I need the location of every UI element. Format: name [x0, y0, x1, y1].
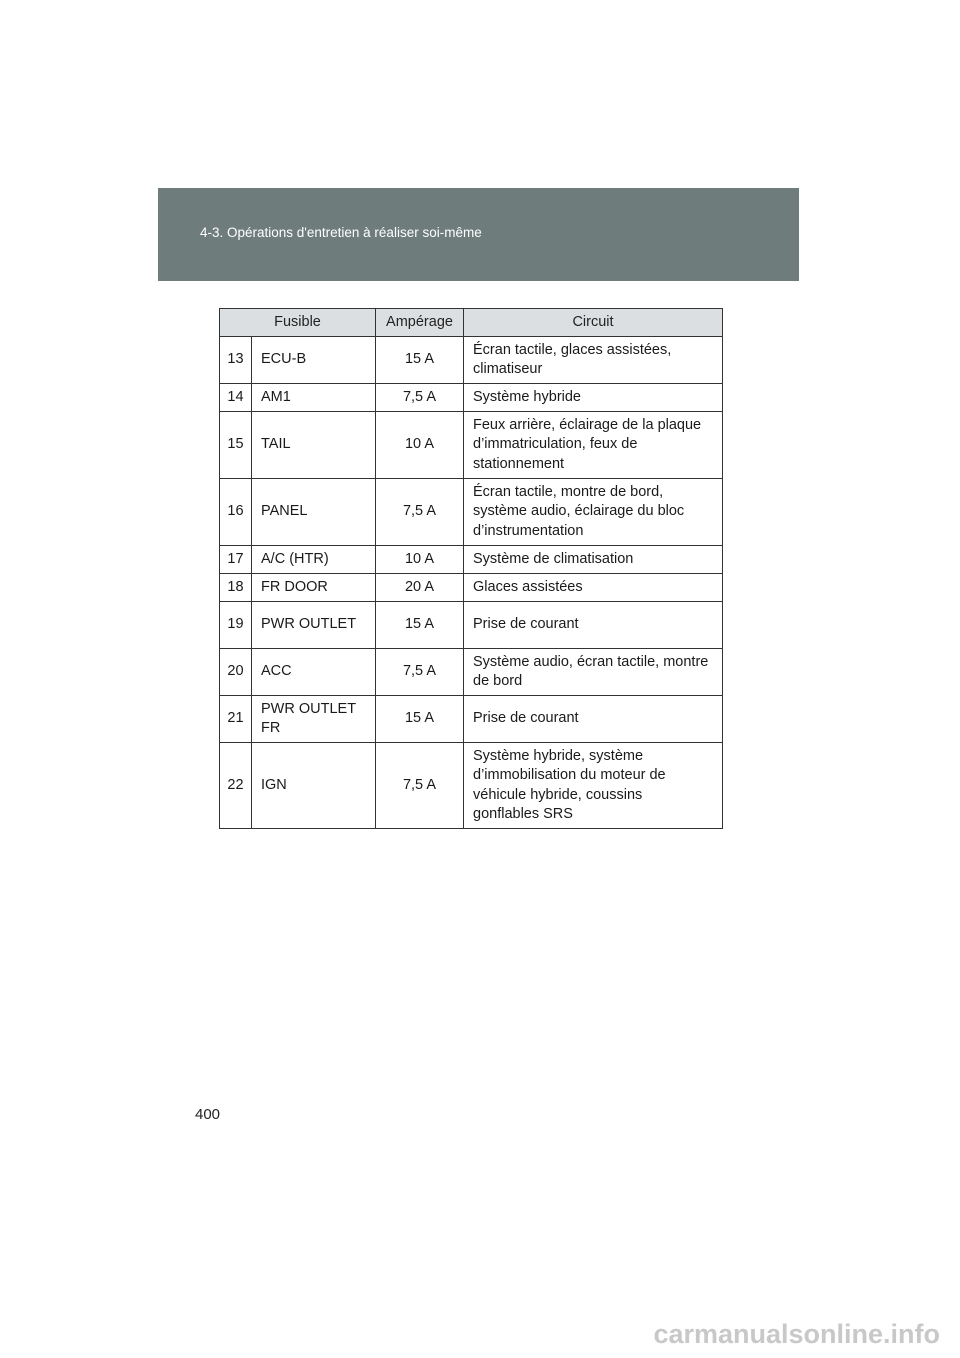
- fuse-amperage: 7,5 A: [376, 649, 464, 696]
- section-header: [158, 188, 799, 281]
- table-row: [220, 602, 723, 649]
- table-row: [220, 574, 723, 602]
- fuse-circuit: Glaces assistées: [464, 574, 723, 602]
- fuse-name: PANEL: [252, 479, 376, 546]
- table-row: [220, 743, 723, 829]
- fuse-amperage: 15 A: [376, 696, 464, 743]
- fuse-number: 19: [220, 602, 252, 649]
- table-row: [220, 649, 723, 696]
- column-header-fuse: Fusible: [220, 309, 376, 337]
- fuse-name: TAIL: [252, 412, 376, 479]
- fuse-amperage: 20 A: [376, 574, 464, 602]
- fuse-number: 18: [220, 574, 252, 602]
- fuse-name: IGN: [252, 743, 376, 829]
- section-title: 4-3. Opérations d'entretien à réaliser soi-même: [200, 225, 482, 240]
- fuse-number: 14: [220, 384, 252, 412]
- table-row: [220, 337, 723, 384]
- fuse-name: FR DOOR: [252, 574, 376, 602]
- fuse-name: AM1: [252, 384, 376, 412]
- fuse-amperage: 7,5 A: [376, 479, 464, 546]
- fuse-number: 20: [220, 649, 252, 696]
- fuse-number: 17: [220, 546, 252, 574]
- table-row: [220, 479, 723, 546]
- fuse-circuit: Prise de courant: [464, 696, 723, 743]
- fuse-number: 15: [220, 412, 252, 479]
- fuse-number: 13: [220, 337, 252, 384]
- fuse-amperage: 10 A: [376, 412, 464, 479]
- fuse-number: 16: [220, 479, 252, 546]
- fuse-name: PWR OUTLET: [252, 602, 376, 649]
- fuse-name: ECU-B: [252, 337, 376, 384]
- fuse-name: PWR OUTLET FR: [252, 696, 376, 743]
- fuse-circuit: Système hybride, système d’immobilisation du moteur de véhicule hybride, coussins gonflables SRS: [464, 743, 723, 829]
- fuse-amperage: 7,5 A: [376, 384, 464, 412]
- fuse-name: ACC: [252, 649, 376, 696]
- fuse-amperage: 15 A: [376, 602, 464, 649]
- fuse-circuit: Système de climatisation: [464, 546, 723, 574]
- table-header-row: [220, 309, 723, 337]
- table-row: [220, 412, 723, 479]
- fuse-circuit: Écran tactile, glaces assistées, climatiseur: [464, 337, 723, 384]
- fuse-number: 22: [220, 743, 252, 829]
- watermark[interactable]: carmanualsonline.info: [653, 1319, 940, 1349]
- fuse-circuit: Système hybride: [464, 384, 723, 412]
- fuse-amperage: 7,5 A: [376, 743, 464, 829]
- fuse-circuit: Feux arrière, éclairage de la plaque d’immatriculation, feux de stationnement: [464, 412, 723, 479]
- table-row: [220, 696, 723, 743]
- fuse-circuit: Système audio, écran tactile, montre de bord: [464, 649, 723, 696]
- column-header-circuit: Circuit: [464, 309, 723, 337]
- fuse-amperage: 10 A: [376, 546, 464, 574]
- fuse-name: A/C (HTR): [252, 546, 376, 574]
- table-row: [220, 384, 723, 412]
- fuse-table: [219, 308, 723, 829]
- page-number: 400: [195, 1106, 221, 1123]
- table-row: [220, 546, 723, 574]
- fuse-circuit: Prise de courant: [464, 602, 723, 649]
- fuse-circuit: Écran tactile, montre de bord, système audio, éclairage du bloc d’instrumentation: [464, 479, 723, 546]
- fuse-number: 21: [220, 696, 252, 743]
- column-header-amperage: Ampérage: [376, 309, 464, 337]
- fuse-amperage: 15 A: [376, 337, 464, 384]
